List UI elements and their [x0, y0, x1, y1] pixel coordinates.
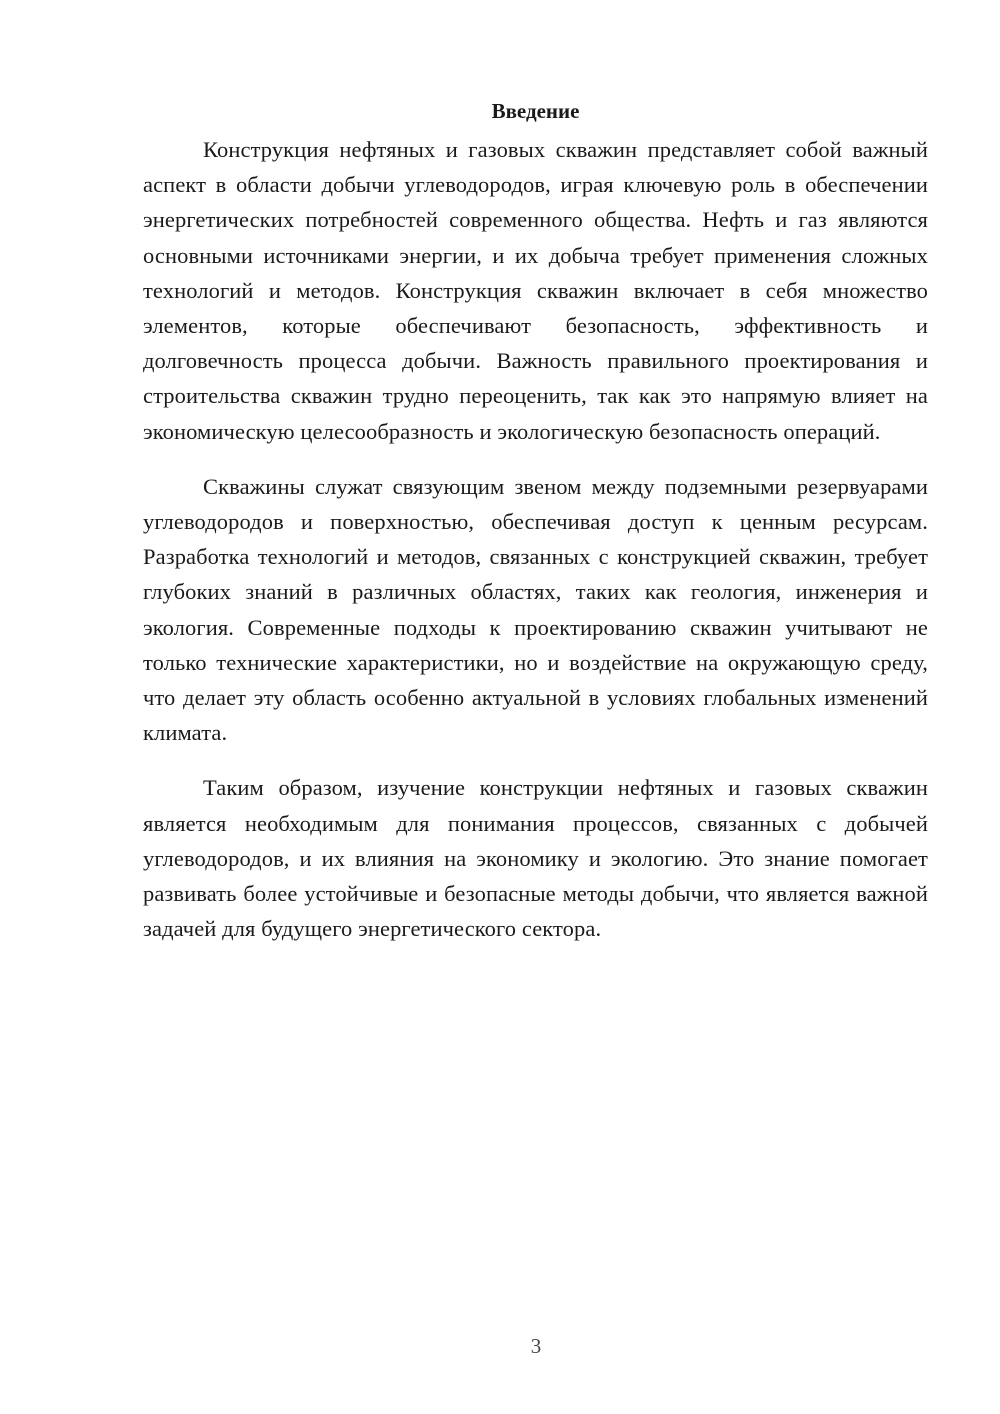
page-content: [143, 94, 928, 966]
section-heading: Введение: [491, 99, 580, 123]
paragraph-2: Скважины служат связующим звеном между подземными резервуарами углеводородов и поверхностью, обеспечивая доступ к ценным ресурсам. Разработка технологий и методов, связанных с конструкцией скважин, требует глубоких знаний в различных областях, таких как геология, инженерия и экология. Современные подходы к проектированию скважин учитывают не только технические характеристики, но и воздействие на окружающую среду, что делает эту область особенно актуальной в условиях глобальных изменений климата.: [143, 473, 928, 746]
paragraph-3: Таким образом, изучение конструкции нефтяных и газовых скважин является необходимым для понимания процессов, связанных с добычей углеводородов, и их влияния на экономику и экологию. Это знание помогает развивать более устойчивые и безопасные методы добычи, что является важной задачей для будущего энергетического сектора.: [143, 775, 928, 942]
paragraph-1: Конструкция нефтяных и газовых скважин представляет собой важный аспект в области добычи углеводородов, играя ключевую роль в обеспечении энергетических потребностей современного общества. Нефть и газ являются основными источниками энергии, и их добыча требует применения сложных технологий и методов. Конструкция скважин включает в себя множество элементов, которые обеспечивают безопасность, эффективность и долговечность процесса добычи. Важность правильного проектирования и строительства скважин трудно переоценить, так как это напрямую влияет на экономическую целесообразность и экологическую безопасность операций.: [143, 137, 928, 444]
page-number: 3: [530, 1334, 542, 1358]
